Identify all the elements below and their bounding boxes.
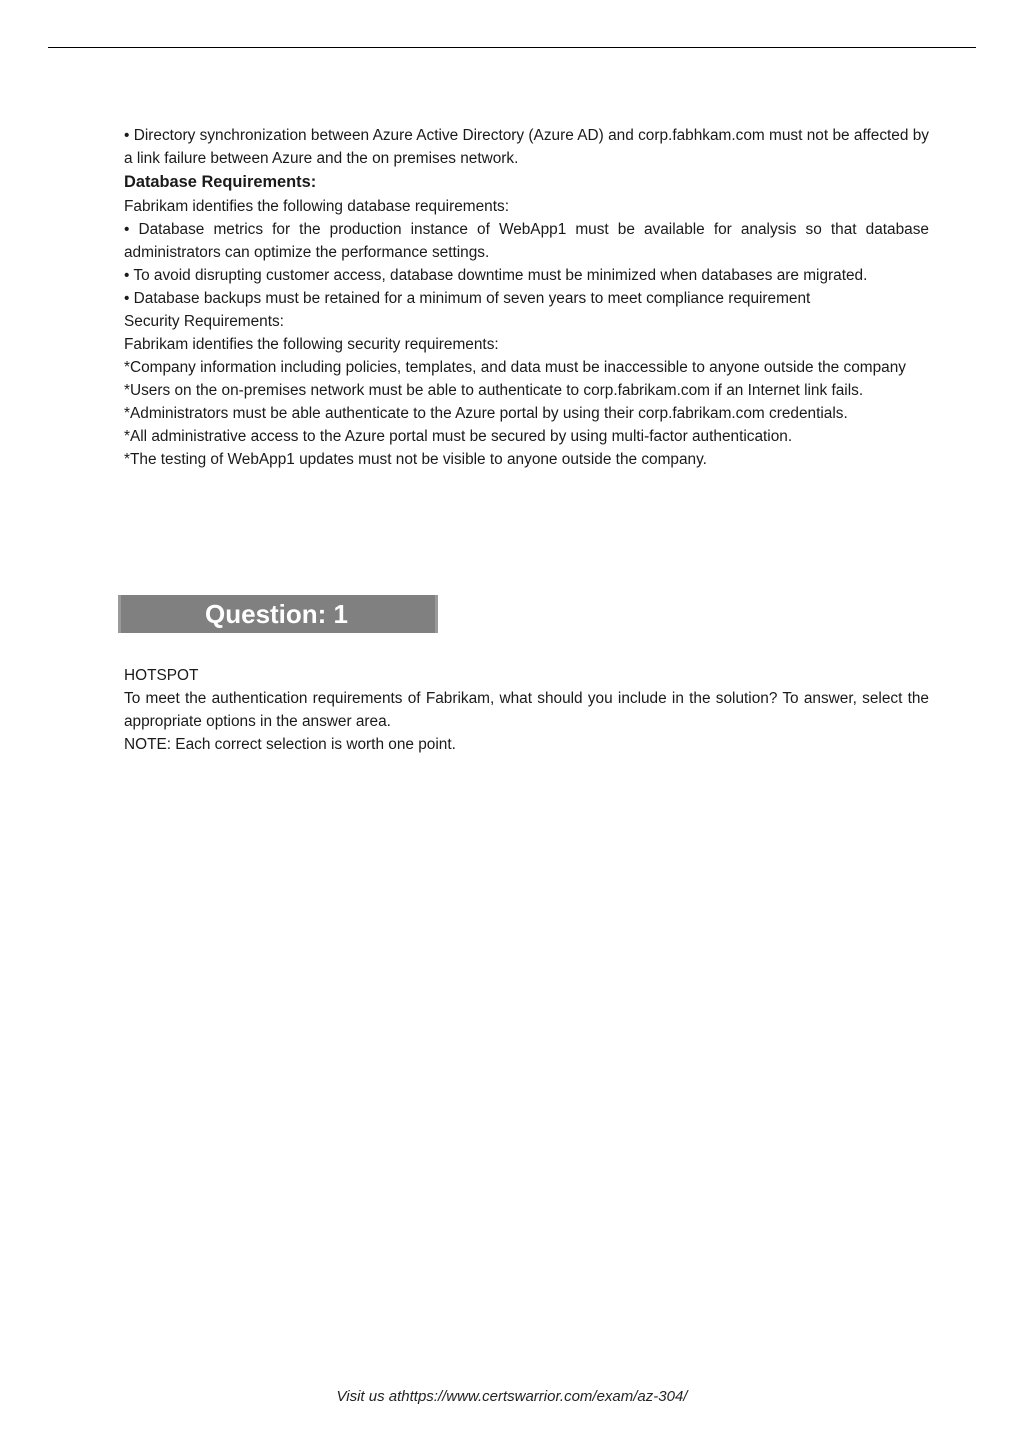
- security-requirement-item: *Administrators must be able authenticate to the Azure portal by using their corp.fabrikam.com credentials.: [124, 405, 848, 422]
- directory-sync-bullet: • Directory synchronization between Azure Active Directory (Azure AD) and corp.fabhkam.com must not be affected by a link failure between Azure and the on premises network.: [124, 127, 929, 167]
- database-requirements-intro: Fabrikam identifies the following database requirements:: [124, 198, 509, 215]
- security-requirement-item: *Users on the on-premises network must be able to authenticate to corp.fabrikam.com if an Internet link fails.: [124, 382, 864, 399]
- question-banner: [118, 595, 438, 633]
- database-requirement-item: • Database metrics for the production instance of WebApp1 must be available for analysis so that database administrators can optimize the performance settings.: [124, 221, 929, 261]
- question-section: [124, 664, 929, 756]
- security-requirement-item: *All administrative access to the Azure portal must be secured by using multi-factor authentication.: [124, 428, 793, 445]
- database-requirements-heading: Database Requirements:: [124, 173, 317, 191]
- header-rule: [48, 47, 976, 48]
- database-requirement-item: • To avoid disrupting customer access, database downtime must be minimized when databases are migrated.: [124, 267, 868, 284]
- question-prompt: To meet the authentication requirements of Fabrikam, what should you include in the solution? To answer, select the appropriate options in the answer area.: [124, 690, 929, 730]
- footer-link[interactable]: Visit us athttps://www.certswarrior.com/exam/az-304/: [336, 1388, 688, 1405]
- requirements-section: [124, 124, 929, 471]
- question-banner-label: Question: 1: [205, 598, 349, 629]
- question-type: HOTSPOT: [124, 667, 199, 684]
- security-requirement-item: *The testing of WebApp1 updates must not be visible to anyone outside the company.: [124, 451, 707, 468]
- database-requirement-item: • Database backups must be retained for a minimum of seven years to meet compliance requirement: [124, 290, 811, 307]
- security-requirements-intro: Fabrikam identifies the following security requirements:: [124, 336, 499, 353]
- security-requirements-heading: Security Requirements:: [124, 313, 284, 330]
- question-note: NOTE: Each correct selection is worth one point.: [124, 736, 456, 753]
- security-requirement-item: *Company information including policies, templates, and data must be inaccessible to anyone outside the company: [124, 359, 906, 376]
